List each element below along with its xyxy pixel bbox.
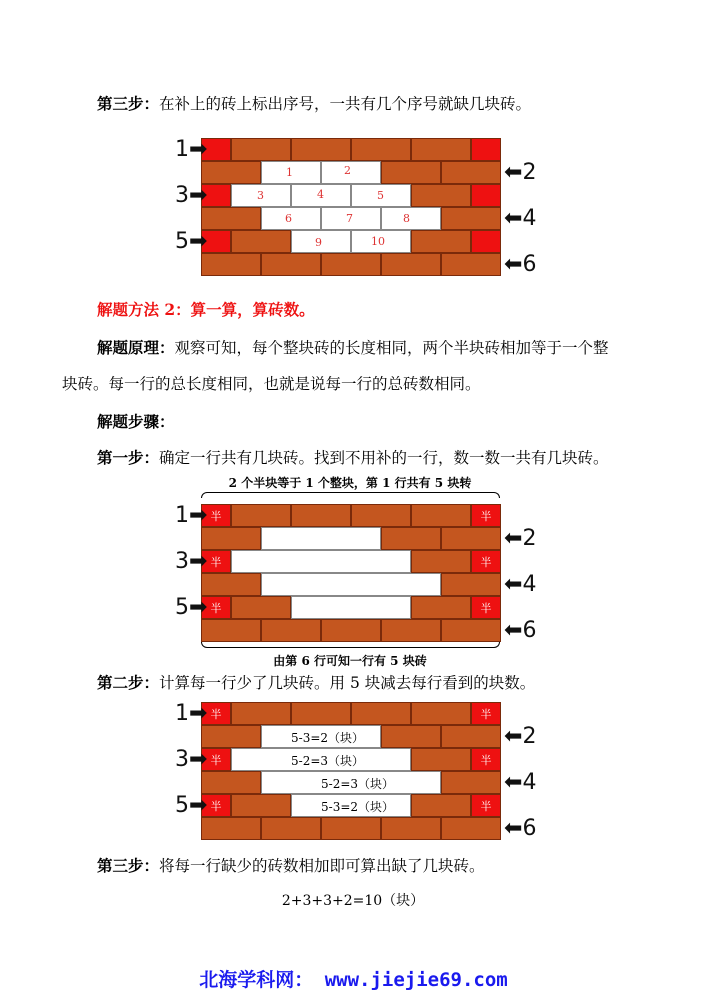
brick	[231, 702, 291, 725]
missing-brick	[321, 161, 381, 184]
brick	[321, 817, 381, 840]
brick	[351, 504, 411, 527]
row-label-6: ⬅ 6	[504, 251, 537, 277]
row-label-2: ⬅ 2	[504, 525, 537, 551]
brick	[201, 771, 261, 794]
half-brick: 半	[471, 504, 501, 527]
brick	[321, 619, 381, 642]
footer-link[interactable]: 北海学科网： www.jiejie69.com	[199, 969, 508, 991]
brick	[321, 253, 381, 276]
row-label-3: 3 ➡	[175, 182, 208, 208]
brick	[201, 619, 261, 642]
brick	[381, 725, 441, 748]
brick	[381, 527, 441, 550]
brick	[441, 253, 501, 276]
missing-brick	[381, 207, 441, 230]
brick	[291, 138, 351, 161]
hole-number: 7	[346, 212, 353, 225]
hole-number: 3	[257, 189, 264, 202]
brick	[381, 161, 441, 184]
bottom-brace	[201, 642, 500, 648]
brick	[411, 184, 471, 207]
row-label-6: ⬅ 6	[504, 815, 537, 841]
top-brace	[201, 492, 500, 498]
half-brick: 半	[201, 794, 231, 817]
row2-equation: 5-3=2（块）	[291, 731, 365, 745]
hole-number: 1	[286, 166, 293, 179]
brick	[261, 619, 321, 642]
half-brick: 半	[471, 596, 501, 619]
brick	[201, 817, 261, 840]
brick	[201, 573, 261, 596]
row-label-5: 5 ➡	[175, 228, 208, 254]
step3a-text: 第三步：在补上的砖上标出序号，一共有几个序号就缺几块砖。	[97, 94, 532, 113]
steps-heading: 解题步骤：	[97, 412, 175, 431]
hole-number: 2	[344, 164, 351, 177]
hole-number: 9	[315, 236, 322, 249]
principle-line1: 解题原理：观察可知，每个整块砖的长度相同，两个半块砖相加等于一个整	[97, 338, 609, 357]
half-brick: 半	[201, 504, 231, 527]
brick	[351, 138, 411, 161]
brick	[351, 702, 411, 725]
brick	[411, 138, 471, 161]
brick	[411, 794, 471, 817]
method2-title: 解题方法 2：算一算，算砖数。	[97, 300, 315, 319]
row4-equation: 5-2=3（块）	[321, 777, 395, 791]
brick	[231, 794, 291, 817]
half-brick	[471, 230, 501, 253]
brick	[201, 207, 261, 230]
brick-wall-figure-3	[175, 700, 537, 841]
brick	[381, 253, 441, 276]
brick	[441, 527, 501, 550]
step3b-text: 第三步：将每一行缺少的砖数相加即可算出缺了几块砖。	[97, 856, 485, 875]
brick	[411, 504, 471, 527]
row-label-1: 1 ➡	[175, 700, 208, 726]
brick	[201, 161, 261, 184]
brick	[231, 138, 291, 161]
brick	[441, 725, 501, 748]
brick	[291, 702, 351, 725]
step2-text: 第二步：计算每一行少了几块砖。用 5 块减去每行看到的块数。	[97, 673, 536, 692]
row-label-6: ⬅ 6	[504, 617, 537, 643]
missing-bricks	[261, 573, 441, 596]
brick	[441, 207, 501, 230]
half-brick: 半	[471, 794, 501, 817]
row-label-4: ⬅ 4	[504, 571, 537, 597]
hole-number: 10	[371, 235, 385, 248]
brick	[201, 725, 261, 748]
brick	[291, 504, 351, 527]
half-brick: 半	[201, 596, 231, 619]
row-label-2: ⬅ 2	[504, 723, 537, 749]
brick	[441, 771, 501, 794]
step1-text: 第一步：确定一行共有几块砖。找到不用补的一行，数一数一共有几块砖。	[97, 448, 609, 467]
missing-bricks	[261, 527, 381, 550]
fig2-bottom-caption: 由第 6 行可知一行有 5 块砖	[273, 654, 427, 668]
brick	[231, 230, 291, 253]
missing-bricks	[231, 550, 411, 573]
brick	[411, 596, 471, 619]
brick	[381, 619, 441, 642]
row-label-1: 1 ➡	[175, 502, 208, 528]
row-label-5: 5 ➡	[175, 792, 208, 818]
brick	[441, 619, 501, 642]
brick	[261, 253, 321, 276]
row5-equation: 5-3=2（块）	[321, 800, 395, 814]
row-label-1: 1 ➡	[175, 136, 208, 162]
brick	[441, 573, 501, 596]
brick	[411, 748, 471, 771]
brick	[231, 596, 291, 619]
result-equation: 2+3+3+2=10（块）	[281, 893, 425, 909]
row-label-2: ⬅ 2	[504, 159, 537, 185]
half-brick	[471, 138, 501, 161]
brick	[261, 817, 321, 840]
row3-equation: 5-2=3（块）	[291, 754, 365, 768]
brick	[441, 161, 501, 184]
brick	[411, 550, 471, 573]
hole-number: 4	[317, 188, 324, 201]
row-label-3: 3 ➡	[175, 746, 208, 772]
half-brick: 半	[201, 550, 231, 573]
half-brick: 半	[471, 702, 501, 725]
brick	[411, 230, 471, 253]
brick	[411, 702, 471, 725]
hole-number: 5	[377, 189, 384, 202]
brick	[201, 527, 261, 550]
half-brick: 半	[201, 748, 231, 771]
half-brick: 半	[471, 550, 501, 573]
missing-bricks	[291, 596, 411, 619]
half-brick: 半	[471, 748, 501, 771]
brick	[441, 817, 501, 840]
principle-line2: 块砖。每一行的总长度相同，也就是说每一行的总砖数相同。	[62, 375, 481, 393]
row-label-5: 5 ➡	[175, 594, 208, 620]
brick	[381, 817, 441, 840]
half-brick: 半	[201, 702, 231, 725]
brick	[201, 253, 261, 276]
brick	[231, 504, 291, 527]
brick-wall-figure-2	[175, 502, 537, 643]
fig2-top-caption: 2 个半块等于 1 个整块，第 1 行共有 5 块转	[228, 476, 472, 490]
row-label-3: 3 ➡	[175, 548, 208, 574]
row-label-4: ⬅ 4	[504, 205, 537, 231]
row-label-4: ⬅ 4	[504, 769, 537, 795]
half-brick	[471, 184, 501, 207]
hole-number: 8	[403, 212, 410, 225]
brick-wall-figure-1	[175, 136, 537, 277]
hole-number: 6	[285, 212, 292, 225]
